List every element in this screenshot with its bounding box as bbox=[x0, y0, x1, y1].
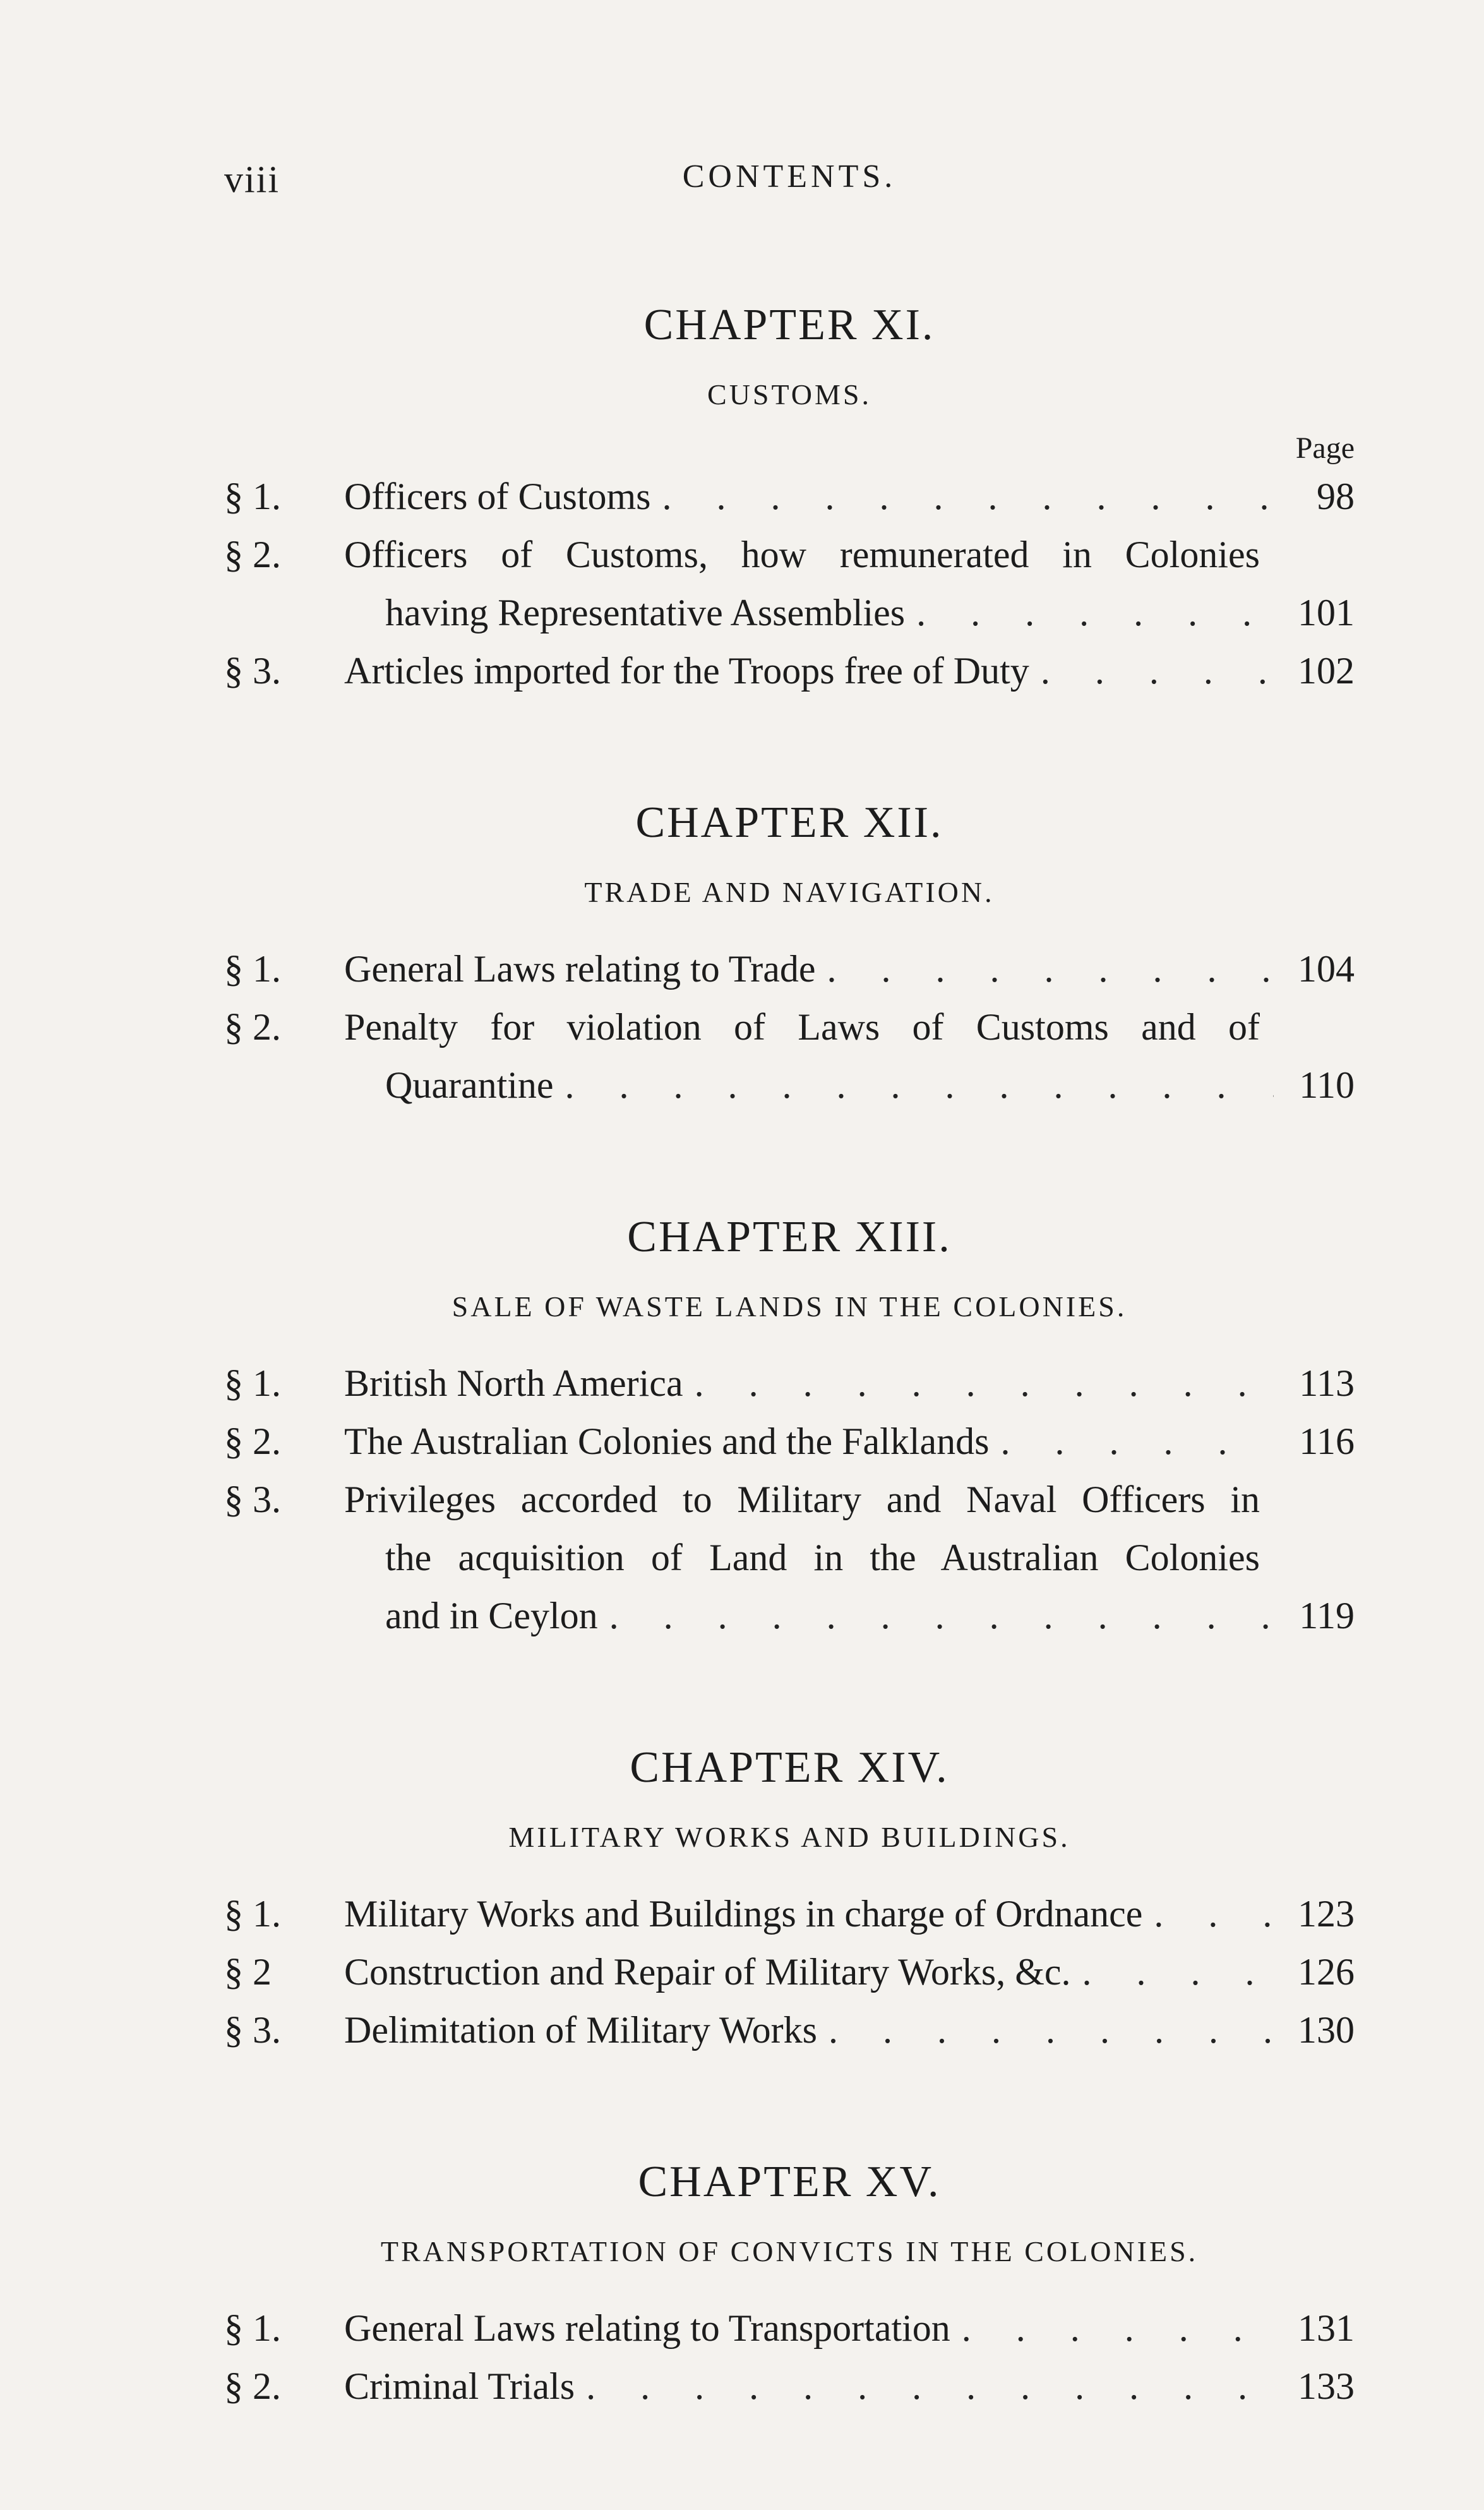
entry-page-number: 123 bbox=[1298, 1893, 1355, 1935]
chapter-title: CHAPTER XII. bbox=[635, 798, 943, 847]
entry-page-number: 113 bbox=[1299, 1362, 1355, 1404]
entry-text bbox=[344, 1412, 1355, 1470]
entry-page-number: 104 bbox=[1298, 948, 1355, 990]
chapter-title: CHAPTER XV. bbox=[638, 2158, 941, 2206]
page-number: viii bbox=[224, 159, 280, 200]
dot-leader bbox=[565, 1056, 1274, 1114]
toc-entry[interactable] bbox=[224, 940, 1355, 998]
entry-line-text: Articles imported for the Troops free of Duty bbox=[344, 650, 1029, 692]
entry-line-text: Officers of Customs bbox=[344, 476, 651, 517]
entry-line bbox=[344, 2299, 1355, 2357]
entry-line-text: Construction and Repair of Military Works, &c. bbox=[344, 1951, 1071, 1993]
entry-line-text: Criminal Trials bbox=[344, 2365, 575, 2407]
dot-leader bbox=[1041, 642, 1274, 700]
chapter-section bbox=[224, 795, 1355, 1114]
entry-line bbox=[344, 2357, 1355, 2415]
toc-entry[interactable] bbox=[224, 1354, 1355, 1412]
dot-leader bbox=[695, 1354, 1274, 1412]
section-number: § 3. bbox=[224, 2009, 281, 2051]
entry-line bbox=[344, 1354, 1355, 1412]
entry-text bbox=[344, 467, 1355, 525]
chapter-section bbox=[224, 1739, 1355, 2059]
entry-text bbox=[344, 1470, 1355, 1645]
entry-page-number: 101 bbox=[1298, 592, 1355, 634]
entry-text bbox=[344, 525, 1355, 642]
entry-page-number: 110 bbox=[1299, 1064, 1355, 1106]
dot-leader bbox=[1001, 1412, 1274, 1470]
entry-line-text: General Laws relating to Trade bbox=[344, 948, 816, 990]
chapter-title: CHAPTER XIII. bbox=[627, 1213, 952, 1261]
entry-text bbox=[344, 2299, 1355, 2357]
toc-entry[interactable] bbox=[224, 642, 1355, 700]
entry-line-text: the acquisition of Land in the Australian Colonies bbox=[385, 1537, 1260, 1578]
toc-entry[interactable] bbox=[224, 2357, 1355, 2415]
toc-entry[interactable] bbox=[224, 998, 1355, 1114]
table-of-contents bbox=[224, 297, 1355, 2510]
entry-text bbox=[344, 642, 1355, 700]
toc-entry[interactable] bbox=[224, 1470, 1355, 1645]
entry-line bbox=[344, 1470, 1355, 1528]
section-number: § 2. bbox=[224, 1006, 281, 1048]
page-column-label: Page bbox=[1295, 431, 1355, 465]
entry-text bbox=[344, 1943, 1355, 2001]
entry-page-number: 98 bbox=[1317, 476, 1355, 517]
entry-line bbox=[344, 1943, 1355, 2001]
entry-line-text: Officers of Customs, how remunerated in Colonies bbox=[344, 534, 1260, 575]
entry-page-number: 126 bbox=[1298, 1951, 1355, 1993]
entry-line bbox=[344, 1056, 1355, 1114]
entry-line-text: Delimitation of Military Works bbox=[344, 2009, 817, 2051]
entry-text bbox=[344, 2357, 1355, 2415]
page-header bbox=[224, 158, 1355, 215]
toc-entry[interactable] bbox=[224, 1943, 1355, 2001]
chapter-title: CHAPTER XIV. bbox=[630, 1743, 949, 1792]
entry-line-text: British North America bbox=[344, 1362, 683, 1404]
chapter-subtitle: MILITARY WORKS AND BUILDINGS. bbox=[508, 1821, 1070, 1853]
entry-text bbox=[344, 1885, 1355, 1943]
entry-line-text: Quarantine bbox=[385, 1064, 554, 1106]
entry-page-number: 131 bbox=[1298, 2307, 1355, 2349]
chapter-subtitle: SALE OF WASTE LANDS IN THE COLONIES. bbox=[452, 1290, 1127, 1323]
dot-leader bbox=[662, 467, 1274, 525]
running-head: CONTENTS. bbox=[682, 159, 897, 195]
entry-page-number: 116 bbox=[1299, 1420, 1355, 1462]
section-number: § 2. bbox=[224, 534, 281, 575]
dot-leader bbox=[1082, 1943, 1274, 2001]
toc-entry[interactable] bbox=[224, 2001, 1355, 2059]
section-number: § 2. bbox=[224, 1420, 281, 1462]
dot-leader bbox=[827, 940, 1274, 998]
entry-line-text: Military Works and Buildings in charge of Ordnance bbox=[344, 1893, 1143, 1935]
dot-leader bbox=[962, 2299, 1274, 2357]
chapter-section bbox=[224, 297, 1355, 700]
entry-line bbox=[344, 1587, 1355, 1645]
section-number: § 3. bbox=[224, 1479, 281, 1520]
dot-leader bbox=[1154, 1885, 1274, 1943]
entry-line bbox=[344, 467, 1355, 525]
chapter-subtitle: TRANSPORTATION OF CONVICTS IN THE COLONIES. bbox=[380, 2235, 1199, 2267]
toc-entry[interactable] bbox=[224, 467, 1355, 525]
section-number: § 1. bbox=[224, 2307, 281, 2349]
entry-line-text: General Laws relating to Transportation bbox=[344, 2307, 950, 2349]
toc-entry[interactable] bbox=[224, 2299, 1355, 2357]
entry-page-number: 102 bbox=[1298, 650, 1355, 692]
entry-line-text: having Representative Assemblies bbox=[385, 592, 906, 634]
section-number: § 3. bbox=[224, 650, 281, 692]
section-number: § 1. bbox=[224, 1893, 281, 1935]
entry-line bbox=[344, 525, 1355, 584]
toc-entry[interactable] bbox=[224, 1412, 1355, 1470]
chapter-subtitle: CUSTOMS. bbox=[707, 378, 871, 411]
entry-line bbox=[344, 998, 1355, 1056]
chapter-section bbox=[224, 2154, 1355, 2415]
entry-line-text: Privileges accorded to Military and Naval Officers in bbox=[344, 1479, 1260, 1520]
entry-line bbox=[344, 940, 1355, 998]
entry-text bbox=[344, 940, 1355, 998]
section-number: § 2. bbox=[224, 2365, 281, 2407]
entry-page-number: 133 bbox=[1298, 2365, 1355, 2407]
entry-line bbox=[344, 1885, 1355, 1943]
entry-line-text: The Australian Colonies and the Falklands bbox=[344, 1420, 990, 1462]
toc-entry[interactable] bbox=[224, 1885, 1355, 1943]
chapter-title: CHAPTER XI. bbox=[643, 301, 935, 349]
section-number: § 1. bbox=[224, 476, 281, 517]
entry-page-number: 130 bbox=[1298, 2009, 1355, 2051]
section-number: § 1. bbox=[224, 948, 281, 990]
section-number: § 1. bbox=[224, 1362, 281, 1404]
dot-leader bbox=[829, 2001, 1274, 2059]
entry-line bbox=[344, 1412, 1355, 1470]
entry-line bbox=[344, 2001, 1355, 2059]
entry-line bbox=[344, 1528, 1355, 1587]
chapter-subtitle: TRADE AND NAVIGATION. bbox=[584, 876, 995, 908]
entry-page-number: 119 bbox=[1299, 1595, 1355, 1636]
entry-line bbox=[344, 584, 1355, 642]
entry-line-text: and in Ceylon bbox=[385, 1595, 598, 1636]
entry-text bbox=[344, 2001, 1355, 2059]
dot-leader bbox=[609, 1587, 1274, 1645]
entry-text bbox=[344, 998, 1355, 1114]
entry-text bbox=[344, 1354, 1355, 1412]
entry-line bbox=[344, 642, 1355, 700]
toc-entry[interactable] bbox=[224, 525, 1355, 642]
entry-line-text: Penalty for violation of Laws of Customs and of bbox=[344, 1006, 1260, 1048]
section-number: § 2 bbox=[224, 1951, 272, 1993]
dot-leader bbox=[916, 584, 1274, 642]
chapter-section bbox=[224, 1209, 1355, 1645]
dot-leader bbox=[586, 2357, 1274, 2415]
